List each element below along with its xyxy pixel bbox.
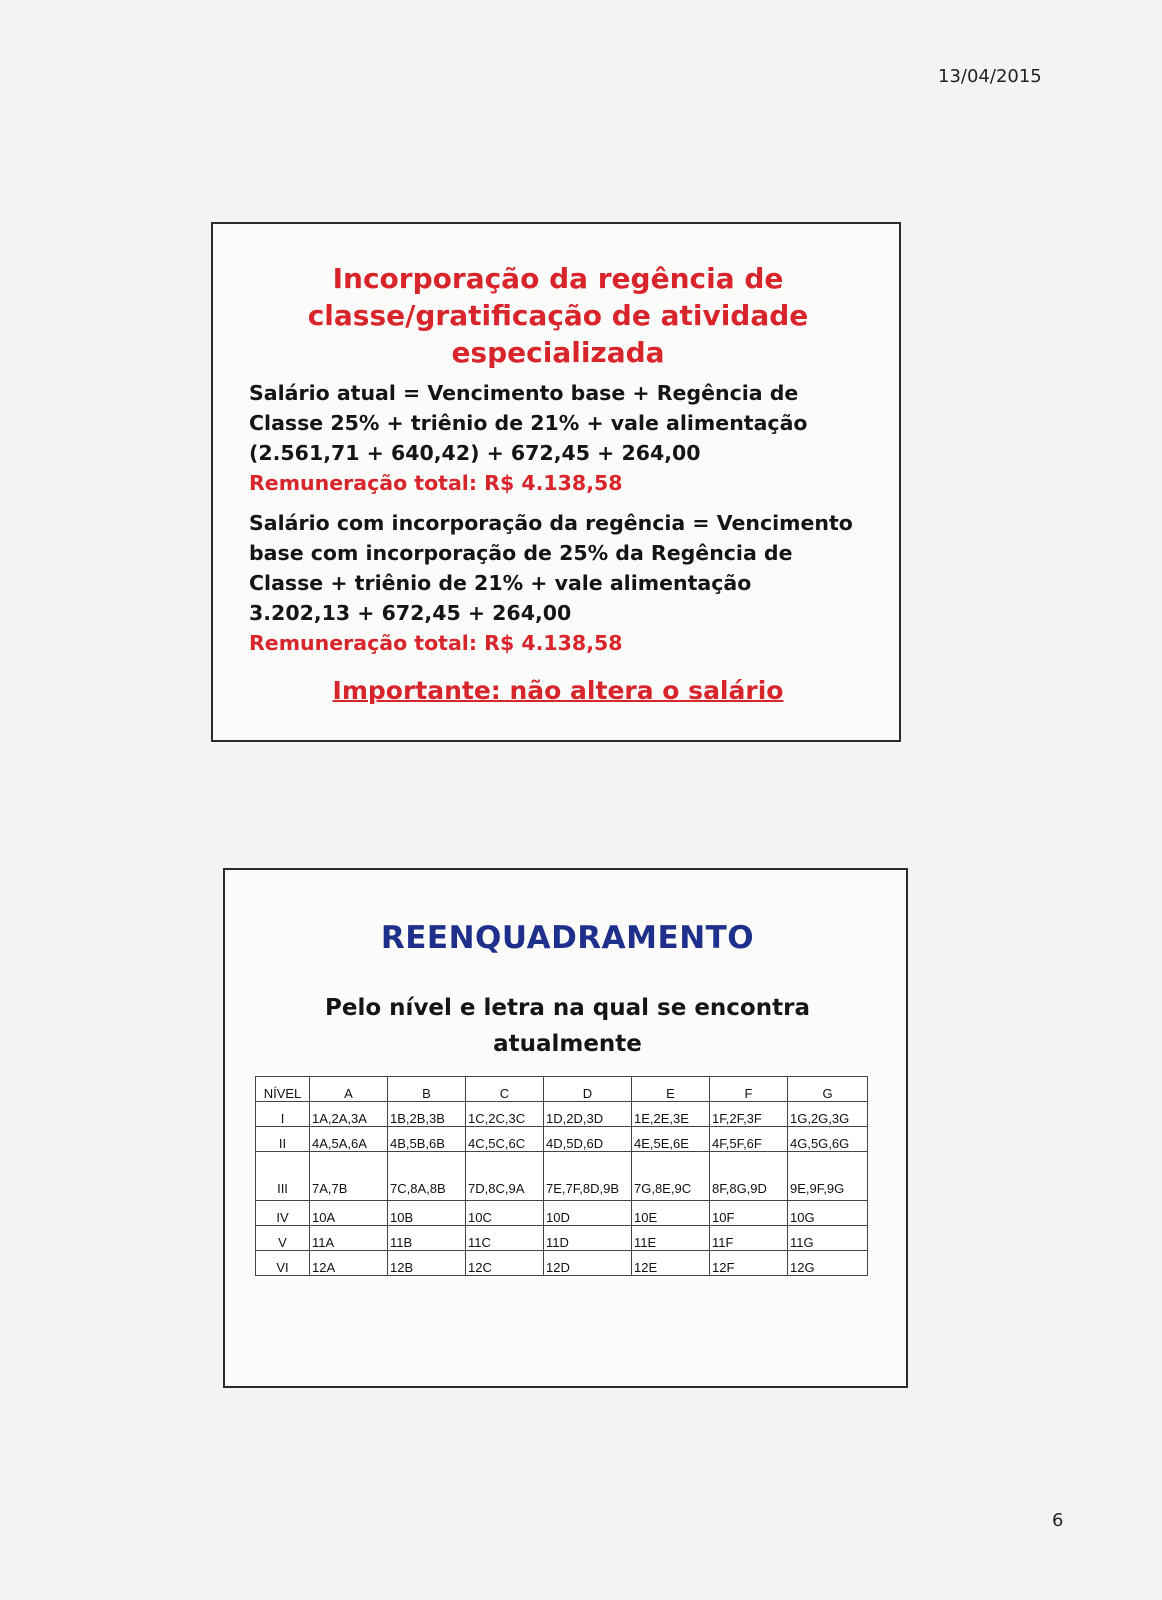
table-header: A [310,1077,388,1102]
table-header: B [388,1077,466,1102]
table-header: G [788,1077,868,1102]
table-cell: 4E,5E,6E [632,1127,710,1152]
slide1-title [243,260,873,371]
table-cell: 11F [710,1226,788,1251]
table-cell: 10E [632,1201,710,1226]
table-cell: 12E [632,1251,710,1276]
table-row [256,1152,868,1201]
paragraph-line: Salário atual = Vencimento base + Regência de [249,381,799,405]
table-header: NÍVEL [256,1077,310,1102]
table-cell: 7E,7F,8D,9B [544,1152,632,1201]
table-cell-level: IV [256,1201,310,1226]
table-cell: 10C [466,1201,544,1226]
paragraph-line: 3.202,13 + 672,45 + 264,00 [249,601,572,625]
table-cell: 12A [310,1251,388,1276]
subtitle-line: Pelo nível e letra na qual se encontra [325,995,810,1021]
table-cell: 4A,5A,6A [310,1127,388,1152]
table-cell: 12F [710,1251,788,1276]
paragraph-line: base com incorporação de 25% da Regência de [249,541,793,565]
table-cell: 10A [310,1201,388,1226]
slide1-title-line: classe/gratificação de atividade [307,299,809,332]
table-cell: 4B,5B,6B [388,1127,466,1152]
table-cell: 7A,7B [310,1152,388,1201]
table-cell: 11A [310,1226,388,1251]
table-cell: 7G,8E,9C [632,1152,710,1201]
table-cell: 11C [466,1226,544,1251]
table-row [256,1127,868,1152]
table-cell: 11D [544,1226,632,1251]
important-note: Importante: não altera o salário [332,676,784,705]
table-row [256,1251,868,1276]
table-cell: 1E,2E,3E [632,1102,710,1127]
slide1-title-line: especializada [451,336,665,369]
table-cell: 12C [466,1251,544,1276]
paragraph-line: Salário com incorporação da regência = Vencimento [249,511,853,535]
table-header: D [544,1077,632,1102]
table-cell: 4F,5F,6F [710,1127,788,1152]
table-cell: 1A,2A,3A [310,1102,388,1127]
slide-reenquadramento [223,868,908,1388]
table-header: F [710,1077,788,1102]
table-cell: 7C,8A,8B [388,1152,466,1201]
table-row [256,1102,868,1127]
table-cell: 10F [710,1201,788,1226]
table-cell: 4D,5D,6D [544,1127,632,1152]
table-cell: 7D,8C,9A [466,1152,544,1201]
page-date: 13/04/2015 [938,66,1042,87]
table-cell: 1F,2F,3F [710,1102,788,1127]
slide1-title-line: Incorporação da regência de [332,262,784,295]
slide-regencia-incorporation [211,222,901,742]
table-cell: 1B,2B,3B [388,1102,466,1127]
table-cell: 12D [544,1251,632,1276]
table-cell: 10B [388,1201,466,1226]
table-cell: 10G [788,1201,868,1226]
table-cell: 1C,2C,3C [466,1102,544,1127]
table-cell: 9E,9F,9G [788,1152,868,1201]
table-cell-level: VI [256,1251,310,1276]
slide2-title: REENQUADRAMENTO [380,920,755,956]
table-cell: 10D [544,1201,632,1226]
table-cell: 12G [788,1251,868,1276]
table-cell: 11E [632,1226,710,1251]
table-header: C [466,1077,544,1102]
table-cell-level: I [256,1102,310,1127]
table-cell: 11G [788,1226,868,1251]
table-row [256,1226,868,1251]
total-remuneration-incorporated: Remuneração total: R$ 4.138,58 [249,631,623,655]
paragraph-line: Classe 25% + triênio de 21% + vale alimentação [249,411,808,435]
table-row [256,1201,868,1226]
table-header: E [632,1077,710,1102]
incorporated-salary-paragraph [249,508,889,658]
table-cell-level: V [256,1226,310,1251]
table-cell: 8F,8G,9D [710,1152,788,1201]
current-salary-paragraph [249,378,889,498]
table-cell: 1D,2D,3D [544,1102,632,1127]
page-number: 6 [1052,1510,1064,1531]
table-cell-level: II [256,1127,310,1152]
table-cell: 11B [388,1226,466,1251]
table-cell: 4C,5C,6C [466,1127,544,1152]
table-cell: 1G,2G,3G [788,1102,868,1127]
table-cell: 4G,5G,6G [788,1127,868,1152]
paragraph-line: (2.561,71 + 640,42) + 672,45 + 264,00 [249,441,701,465]
table-cell: 12B [388,1251,466,1276]
paragraph-line: Classe + triênio de 21% + vale alimentação [249,571,752,595]
subtitle-line: atualmente [493,1031,642,1057]
total-remuneration-current: Remuneração total: R$ 4.138,58 [249,471,623,495]
table-cell-level: III [256,1152,310,1201]
table-header-row [256,1077,868,1102]
reenquadramento-table [255,1076,868,1276]
slide2-subtitle [245,990,890,1062]
